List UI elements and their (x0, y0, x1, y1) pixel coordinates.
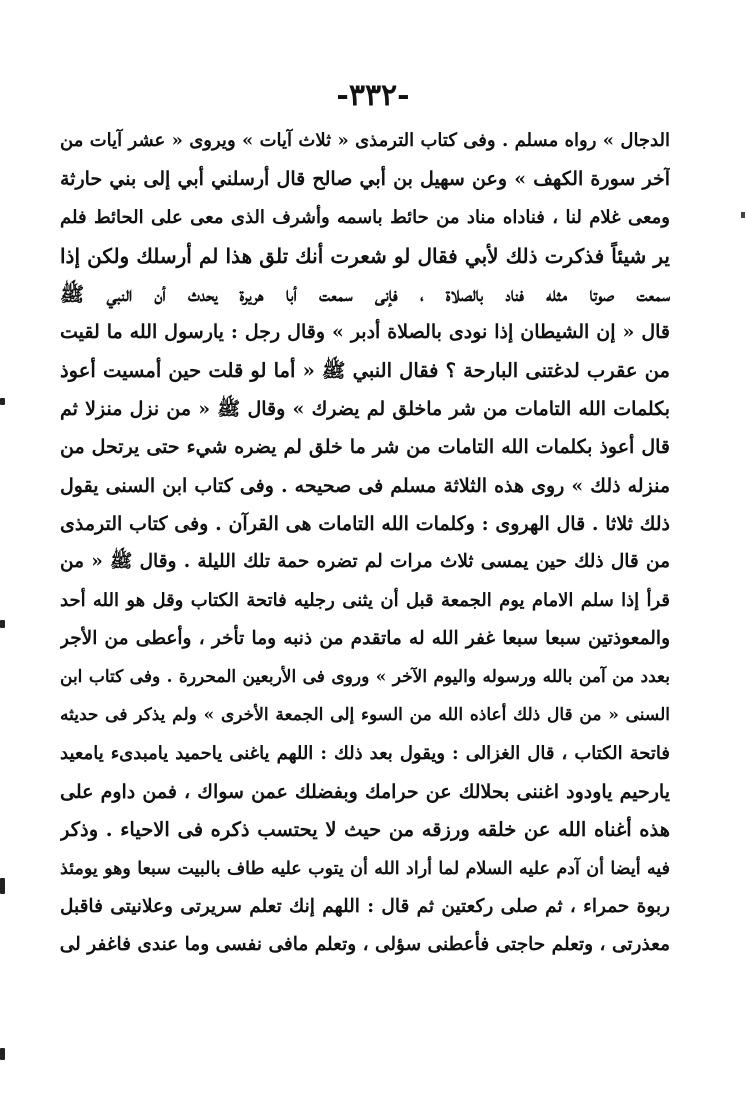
text-line: السنى « من قال ذلك أعاذه الله من السوء إلى الجمعة الأخرى » ولم يذكر فى حديثه (60, 705, 670, 726)
text-line: بكلمات الله التامات من شر ماخلق لم يضرك » وقال ﷺ « من نزل منزلا ثم (60, 398, 670, 421)
binding-mark (0, 398, 5, 405)
text-line: قال أعوذ بكلمات الله التامات من شر ما خلق لم يضره شيء حتى يرتحل من (60, 436, 670, 459)
text-line: بعدد من آمن بالله ورسوله واليوم الآخر » وروى فى الأربعين المحررة . وفى كتاب ابن (60, 667, 670, 688)
text-line: الدجال » رواه مسلم . وفى كتاب الترمذى « ثلاث آيات » ويروى « عشر آيات من (60, 130, 670, 151)
binding-mark (0, 1048, 5, 1060)
text-line: فيه أيضا أن آدم عليه السلام لما أراد الله أن يتوب عليه طاف بالبيت سبعا وهو يومئذ (60, 858, 670, 879)
text-line: يارحيم ياودود اغننى بحلالك عن حرامك وبفضلك عمن سواك ، فمن داوم على (60, 781, 670, 804)
text-line: هذه أغناه الله عن خلقه ورزقه من حيث لا يحتسب ذكره فى الاحياء . وذكر (60, 818, 670, 842)
text-line: قرأ إذا سلم الامام يوم الجمعة قبل أن يثنى رجليه فاتحة الكتاب وقل هو الله أحد (60, 589, 670, 611)
text-line: من عقرب لدغتنى البارحة ؟ فقال النبي ﷺ « أما لو قلت حين أمسيت أعوذ (60, 358, 670, 382)
text-line: آخر سورة الكهف » وعن سهيل بن أبي صالح قال أرسلني أبي إلى بني حارثة (60, 168, 670, 191)
text-body (60, 122, 670, 965)
text-line: قال « إن الشيطان إذا نودى بالصلاة أدبر » وقال رجل : يارسول الله ما لقيت (60, 321, 670, 344)
text-line: منزله ذلك » روى هذه الثلاثة مسلم فى صحيحه . وفى كتاب ابن السنى يقول (60, 474, 670, 497)
text-line: معذرتى ، وتعلم حاجتى فأعطنى سؤلى ، وتعلم مافى نفسى وما عندى فاغفر لى (60, 934, 670, 956)
binding-mark (0, 878, 5, 894)
text-line: فاتحة الكتاب ، قال الغزالى : ويقول بعد ذلك : اللهم ياغنى ياحميد يامبدىء يامعيد (60, 742, 670, 764)
page-number: -٣٣٢- (336, 78, 410, 113)
binding-mark (0, 620, 5, 628)
text-line: ربوة حمراء ، ثم صلى ركعتين ثم قال : اللهم إنك تعلم سريرتى وعلانيتى فاقبل (60, 895, 670, 917)
text-line: سمعت صوتا مثله فناد بالصلاة ، فإنى سمعت أبا هريرة يحدث أن النبي ﷺ (60, 282, 670, 307)
text-line: ير شيئاً فذكرت ذلك لأبي فقال لو شعرت أنك تلق هذا لم أرسلك ولكن إذا (60, 243, 670, 268)
text-line: من قال ذلك حين يمسى ثلاث مرات لم تضره حمة تلك الليلة . وقال ﷺ « من (60, 551, 670, 573)
text-line: ومعى غلام لنا ، فناداه مناد من حائط باسمه وأشرف الذى معى على الحائط فلم (60, 206, 670, 228)
text-line: ذلك ثلاثا . قال الهروى : وكلمات الله التامات هى القرآن . وفى كتاب الترمذى (60, 512, 670, 535)
scan-speck (741, 212, 745, 218)
text-line: والمعوذتين سبعا سبعا غفر الله له ماتقدم من ذنبه وما تأخر ، وأعطى من الأجر (60, 627, 670, 649)
